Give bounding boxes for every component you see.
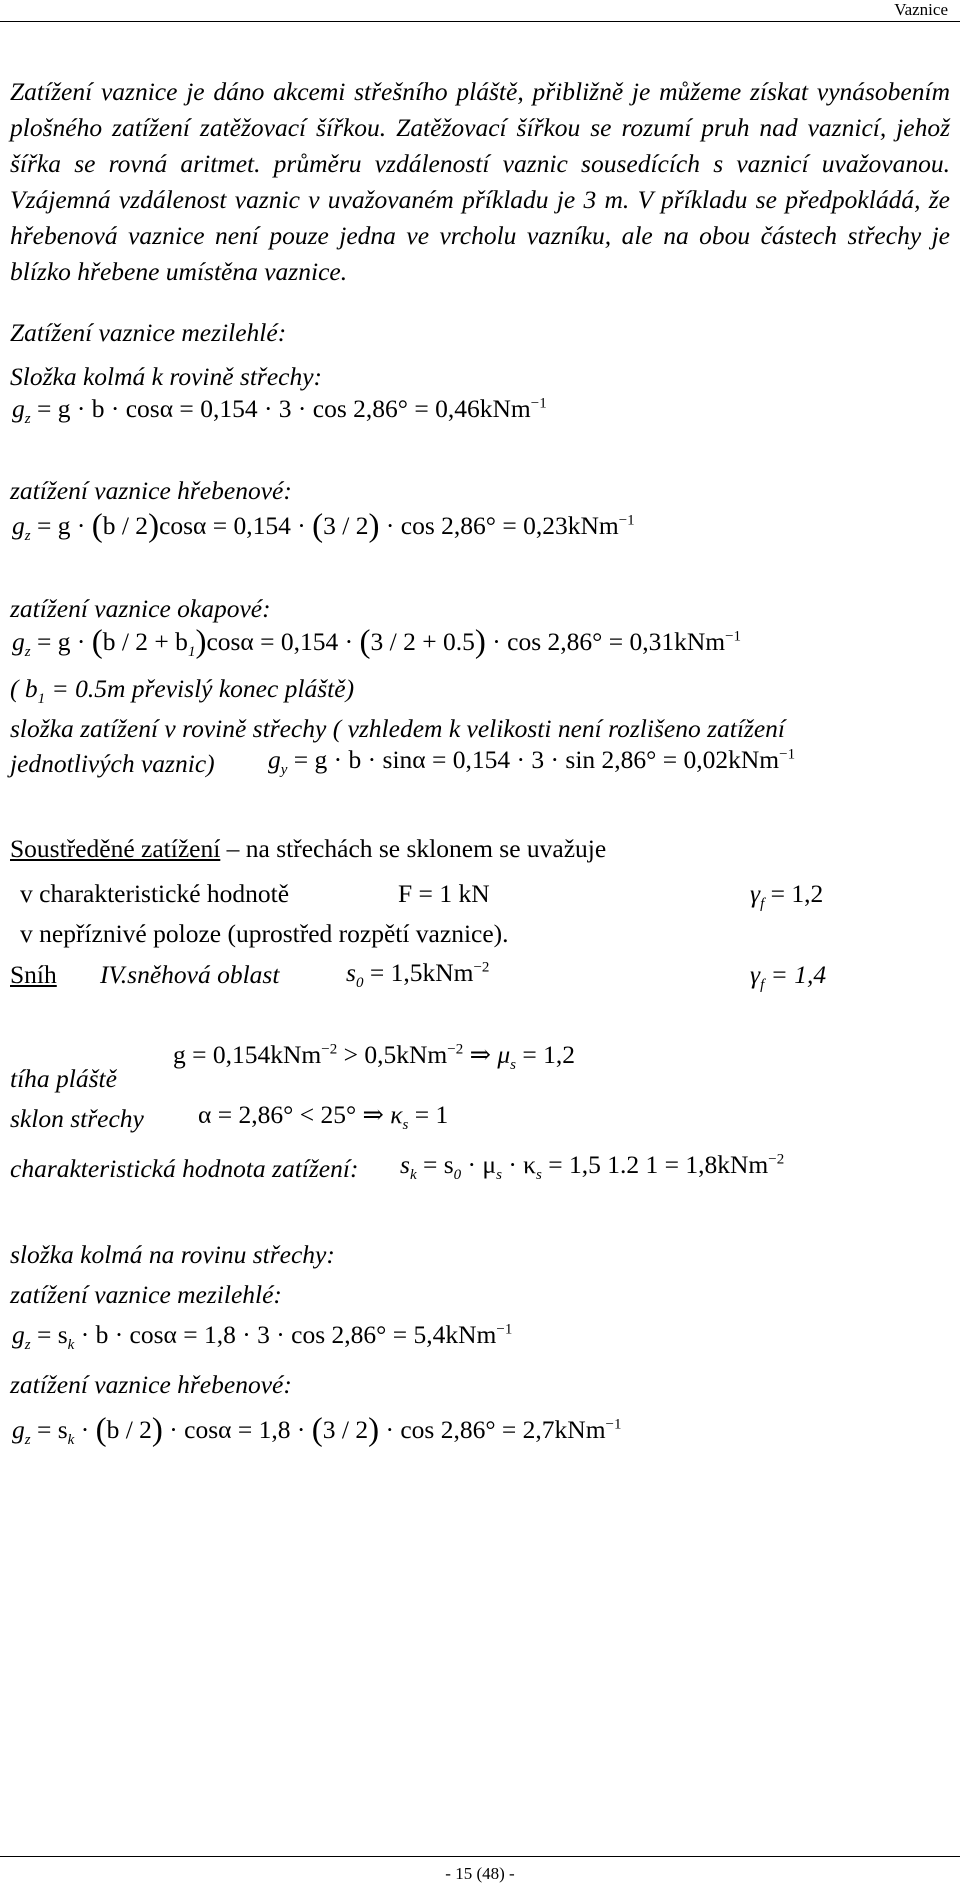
eq-exp: −2 — [321, 1041, 338, 1058]
overhang-note — [10, 674, 354, 708]
eq-part: · cosα = 1,8 · — [162, 1415, 312, 1444]
eq-exp: −1 — [496, 1321, 513, 1338]
concentrated-load-line — [10, 834, 606, 864]
paren-close: ) — [151, 1412, 163, 1448]
eq-part: = s — [30, 1415, 68, 1444]
eq-sub: s — [402, 1117, 409, 1134]
paren-open: ( — [91, 624, 103, 660]
in-plane-component-line2: jednotlivých vaznic) — [10, 749, 215, 778]
gamma-f-snow — [750, 960, 826, 994]
eq-lhs: g — [268, 745, 281, 774]
eq-paren-content: b / 2 — [102, 511, 149, 540]
intro-paragraph — [10, 74, 950, 290]
eq-sub: 1 — [187, 644, 196, 661]
running-header-title: Vaznice — [894, 0, 948, 19]
eq-part: = g · — [30, 627, 92, 656]
eq-part: > 0,5kNm — [337, 1040, 448, 1069]
snow-ridge-equation — [12, 1410, 622, 1449]
eq-part: cosα = 0,154 · — [206, 627, 360, 656]
eq-paren-content: b / 2 + b — [102, 627, 188, 656]
eq-exp: −1 — [725, 628, 742, 645]
eq-part: = s — [416, 1150, 454, 1179]
eq-lhs: s — [400, 1150, 410, 1179]
snow-perpendicular-label: složka kolmá na rovinu střechy: — [10, 1240, 335, 1269]
eq-rhs: = g · b · sinα = 0,154 · 3 · sin 2,86° = 0,02kNm — [287, 745, 780, 774]
in-plane-equation — [268, 745, 795, 779]
eq-exp: −1 — [530, 395, 547, 412]
snow-area-label: IV.sněhová oblast — [100, 960, 280, 989]
paren-close: ) — [148, 508, 160, 544]
eq-part: = 1 — [408, 1100, 449, 1129]
char-load-equation — [400, 1150, 784, 1184]
note-open: ( b — [10, 674, 38, 703]
eq-sub: y — [280, 762, 288, 779]
cladding-equation — [173, 1040, 575, 1074]
roof-slope-label: sklon střechy — [10, 1104, 144, 1133]
paren-open: ( — [312, 508, 324, 544]
perpendicular-component-label: Složka kolmá k rovině střechy: — [10, 362, 323, 391]
char-value-label: v charakteristické hodnotě — [20, 879, 290, 908]
eq-sub: 0 — [453, 1167, 462, 1184]
eaves-purlin-label: zatížení vaznice okapové: — [10, 594, 271, 623]
eq-sub: z — [24, 1432, 31, 1449]
note-rest: = 0.5m převislý konec pláště) — [45, 674, 355, 703]
mu-symbol: μ — [497, 1040, 511, 1069]
char-load-label: charakteristická hodnota zatížení: — [10, 1154, 359, 1183]
snow-s0-equation — [346, 958, 489, 992]
eq-sub: k — [409, 1167, 417, 1184]
eq-part: · b · cosα = 1,8 · 3 · cos 2,86° = 5,4kNm — [74, 1320, 497, 1349]
unfavourable-position: v nepříznivé poloze (uprostřed rozpětí vaznice). — [20, 919, 509, 948]
eq-sub: k — [67, 1337, 75, 1354]
eq-sub: z — [24, 528, 31, 545]
eq-lhs: g — [12, 627, 25, 656]
paren-open: ( — [91, 508, 103, 544]
intro-text: Zatížení vaznice je dáno akcemi střešního pláště, přibližně je můžeme získat vynásobením plošného zatížení zatěžovací šířkou. Zatěžovací šířkou se rozumí pruh nad vaznicí, jehož šířka se rovná aritmet. průměru vzdáleností vaznic sousedících s vaznicí uvažovanou. Vzájemná vzdálenost vaznic v uvažovaném příkladu je 3 m. V příkladu se předpokládá, že hřebenová vaznice není pouze jedna ve vrcholu vazníku, ale na obou částech střechy je blízko hřebene umístěna vaznice. — [10, 77, 950, 286]
eq-part: α = 2,86° < 25° ⇒ — [198, 1100, 391, 1129]
snow-intermediate-equation — [12, 1320, 512, 1354]
force-unit: kN — [458, 879, 490, 908]
eq-lhs: s — [346, 958, 356, 987]
dead-load-heading: Zatížení vaznice mezilehlé: — [10, 318, 287, 347]
eq-lhs: g — [12, 1415, 25, 1444]
gamma-sub: f — [760, 896, 765, 913]
paren-close: ) — [368, 508, 380, 544]
eq-part: · cos 2,86° = 0,23kNm — [379, 511, 619, 540]
note-sub: 1 — [37, 691, 46, 708]
snow-heading: Sníh — [10, 960, 57, 989]
eq-paren-content: 3 / 2 + 0.5 — [370, 627, 475, 656]
eq-exp: −2 — [447, 1041, 464, 1058]
paren-close: ) — [474, 624, 486, 660]
paren-open: ( — [95, 1412, 107, 1448]
paren-open: ( — [359, 624, 371, 660]
concentrated-load-description: – na střechách se sklonem se uvažuje — [220, 834, 607, 863]
concentrated-load-heading: Soustředěné zatížení — [10, 834, 221, 863]
eq-paren-content: b / 2 — [106, 1415, 152, 1444]
eq-part: = g · — [30, 511, 92, 540]
intermediate-purlin-equation — [12, 394, 547, 428]
page-number: - 15 (48) - — [445, 1864, 515, 1883]
eq-part: cosα = 0,154 · — [159, 511, 313, 540]
eq-paren-content: 3 / 2 — [322, 1415, 369, 1444]
eaves-purlin-equation — [12, 622, 741, 661]
eq-lhs: g — [12, 394, 25, 423]
header-rule — [0, 21, 960, 22]
eq-exp: −2 — [473, 959, 490, 976]
gamma-value: = 1,2 — [764, 879, 824, 908]
eq-part: · — [74, 1415, 96, 1444]
eq-paren-content: 3 / 2 — [323, 511, 369, 540]
cladding-weight-label: tíha pláště — [10, 1064, 117, 1093]
snow-ridge-label: zatížení vaznice hřebenové: — [10, 1370, 292, 1399]
in-plane-component-line1: složka zatížení v rovině střechy ( vzhledem k velikosti není rozlišeno zatížení — [10, 714, 785, 743]
kappa-symbol: κ — [390, 1100, 403, 1129]
paren-close: ) — [368, 1412, 380, 1448]
eq-rhs: = 1,5kNm — [363, 958, 474, 987]
paren-open: ( — [311, 1412, 323, 1448]
eq-exp: −2 — [768, 1151, 785, 1168]
eq-part: · cos 2,86° = 0,31kNm — [485, 627, 726, 656]
gamma-sub: f — [760, 977, 765, 994]
eq-part: = s — [30, 1320, 68, 1349]
eq-part: · cos 2,86° = 2,7kNm — [379, 1415, 606, 1444]
force-value: F = 1 kN — [398, 879, 490, 908]
gamma-f-concentrated — [750, 879, 823, 913]
eq-sub: z — [24, 411, 31, 428]
eq-lhs: g — [12, 511, 25, 540]
eq-lhs: g — [12, 1320, 25, 1349]
implies-arrow: ⇒ — [463, 1040, 498, 1069]
snow-intermediate-label: zatížení vaznice mezilehlé: — [10, 1280, 282, 1309]
eq-exp: −1 — [779, 746, 796, 763]
ridge-purlin-equation — [12, 506, 635, 545]
gamma-symbol: γ — [750, 960, 761, 989]
eq-exp: −1 — [618, 512, 635, 529]
eq-part: · κ — [501, 1150, 537, 1179]
eq-sub: s — [496, 1167, 502, 1184]
eq-sub: z — [24, 1337, 31, 1354]
ridge-purlin-label: zatížení vaznice hřebenové: — [10, 476, 292, 505]
eq-sub: s — [510, 1057, 516, 1074]
eq-part: g = 0,154kNm — [173, 1040, 322, 1069]
eq-sub: s — [536, 1167, 542, 1184]
footer-rule — [0, 1856, 960, 1857]
gamma-symbol: γ — [750, 879, 761, 908]
gamma-value: = 1,4 — [764, 960, 827, 989]
eq-part: · μ — [461, 1150, 497, 1179]
eq-sub: 0 — [355, 975, 364, 992]
eq-part: = 1,2 — [516, 1040, 576, 1069]
paren-close: ) — [195, 624, 207, 660]
eq-sub: z — [24, 644, 31, 661]
eq-part: = 1,5 1.2 1 = 1,8kNm — [541, 1150, 769, 1179]
eq-exp: −1 — [605, 1416, 622, 1433]
roof-slope-equation — [198, 1100, 448, 1134]
eq-sub: k — [67, 1432, 75, 1449]
eq-rhs: = g · b · cosα = 0,154 · 3 · cos 2,86° = 0,46kNm — [30, 394, 531, 423]
